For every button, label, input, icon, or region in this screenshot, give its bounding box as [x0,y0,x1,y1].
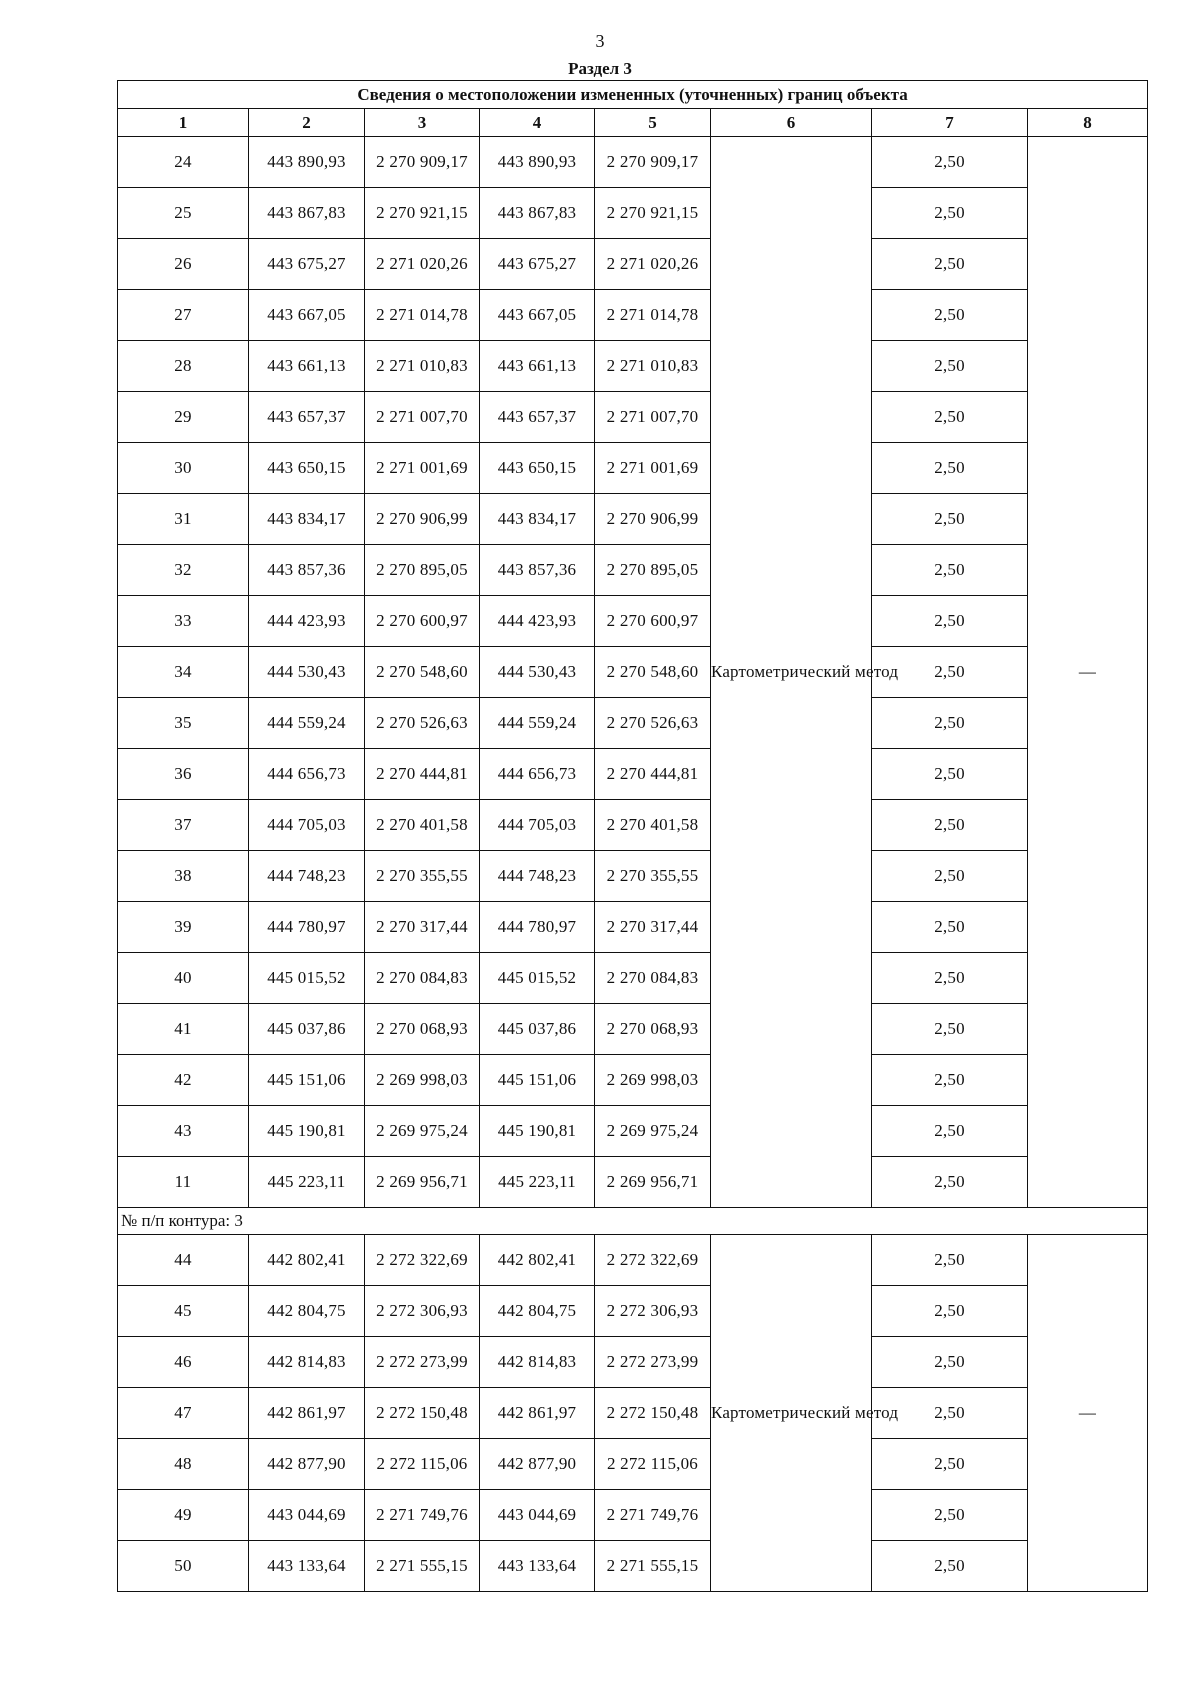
new-y-cell: 2 271 749,76 [595,1490,711,1541]
existing-x-cell: 443 657,37 [249,392,365,443]
existing-x-cell: 443 661,13 [249,341,365,392]
point-number-cell: 48 [118,1439,249,1490]
point-number-cell: 40 [118,953,249,1004]
table-caption: Сведения о местоположении измененных (уточненных) границ объекта [118,81,1148,109]
new-x-cell: 444 423,93 [480,596,595,647]
new-y-cell: 2 271 010,83 [595,341,711,392]
contour-label-row [118,1208,1148,1235]
new-x-cell: 442 802,41 [480,1235,595,1286]
new-y-cell: 2 269 975,24 [595,1106,711,1157]
new-y-cell: 2 270 444,81 [595,749,711,800]
point-number-cell: 27 [118,290,249,341]
accuracy-cell: 2,50 [872,494,1028,545]
existing-y-cell: 2 271 555,15 [365,1541,480,1592]
point-number-cell: 43 [118,1106,249,1157]
new-x-cell: 443 133,64 [480,1541,595,1592]
table-row [118,953,1148,1004]
existing-x-cell: 443 044,69 [249,1490,365,1541]
accuracy-cell: 2,50 [872,137,1028,188]
point-number-cell: 37 [118,800,249,851]
accuracy-cell: 2,50 [872,596,1028,647]
new-y-cell: 2 271 007,70 [595,392,711,443]
table-row [118,1388,1148,1439]
new-y-cell: 2 269 998,03 [595,1055,711,1106]
point-number-cell: 45 [118,1286,249,1337]
point-number-cell: 46 [118,1337,249,1388]
existing-y-cell: 2 270 317,44 [365,902,480,953]
table-row [118,1337,1148,1388]
existing-y-cell: 2 270 084,83 [365,953,480,1004]
existing-x-cell: 444 780,97 [249,902,365,953]
accuracy-cell: 2,50 [872,800,1028,851]
table-row [118,1235,1148,1286]
accuracy-cell: 2,50 [872,953,1028,1004]
table-row [118,137,1148,188]
accuracy-cell: 2,50 [872,851,1028,902]
accuracy-cell: 2,50 [872,341,1028,392]
new-y-cell: 2 272 115,06 [595,1439,711,1490]
existing-y-cell: 2 272 306,93 [365,1286,480,1337]
existing-y-cell: 2 272 273,99 [365,1337,480,1388]
existing-x-cell: 445 190,81 [249,1106,365,1157]
accuracy-cell: 2,50 [872,1388,1028,1439]
new-x-cell: 444 530,43 [480,647,595,698]
table-row [118,545,1148,596]
accuracy-cell: 2,50 [872,1286,1028,1337]
new-x-cell: 445 037,86 [480,1004,595,1055]
contour-label: № п/п контура: 3 [118,1208,1148,1235]
point-number-cell: 32 [118,545,249,596]
existing-y-cell: 2 269 998,03 [365,1055,480,1106]
point-number-cell: 29 [118,392,249,443]
new-y-cell: 2 272 322,69 [595,1235,711,1286]
column-header-3: 3 [365,109,480,137]
existing-y-cell: 2 272 322,69 [365,1235,480,1286]
new-x-cell: 442 877,90 [480,1439,595,1490]
existing-y-cell: 2 270 068,93 [365,1004,480,1055]
new-y-cell: 2 270 526,63 [595,698,711,749]
accuracy-cell: 2,50 [872,392,1028,443]
accuracy-cell: 2,50 [872,188,1028,239]
new-x-cell: 445 015,52 [480,953,595,1004]
existing-y-cell: 2 271 007,70 [365,392,480,443]
method-cell: Картометрический метод [711,137,872,1208]
existing-x-cell: 442 804,75 [249,1286,365,1337]
column-header-row [118,109,1148,137]
table-row [118,290,1148,341]
boundary-coordinates-table [117,80,1148,1592]
existing-x-cell: 444 656,73 [249,749,365,800]
existing-y-cell: 2 270 355,55 [365,851,480,902]
existing-y-cell: 2 270 909,17 [365,137,480,188]
new-y-cell: 2 270 909,17 [595,137,711,188]
new-x-cell: 444 748,23 [480,851,595,902]
table-row [118,188,1148,239]
existing-y-cell: 2 271 020,26 [365,239,480,290]
point-number-cell: 47 [118,1388,249,1439]
table-row [118,800,1148,851]
existing-x-cell: 442 802,41 [249,1235,365,1286]
point-number-cell: 25 [118,188,249,239]
accuracy-cell: 2,50 [872,647,1028,698]
new-y-cell: 2 270 084,83 [595,953,711,1004]
existing-y-cell: 2 272 115,06 [365,1439,480,1490]
existing-x-cell: 442 814,83 [249,1337,365,1388]
new-x-cell: 443 867,83 [480,188,595,239]
accuracy-cell: 2,50 [872,1106,1028,1157]
accuracy-cell: 2,50 [872,698,1028,749]
table-row [118,1004,1148,1055]
accuracy-cell: 2,50 [872,1157,1028,1208]
existing-x-cell: 444 559,24 [249,698,365,749]
table-row [118,1106,1148,1157]
existing-x-cell: 443 890,93 [249,137,365,188]
table-row [118,1490,1148,1541]
point-number-cell: 35 [118,698,249,749]
new-y-cell: 2 270 355,55 [595,851,711,902]
table-row [118,596,1148,647]
new-y-cell: 2 271 020,26 [595,239,711,290]
point-number-cell: 33 [118,596,249,647]
point-number-cell: 24 [118,137,249,188]
existing-x-cell: 443 133,64 [249,1541,365,1592]
accuracy-cell: 2,50 [872,1490,1028,1541]
new-x-cell: 444 559,24 [480,698,595,749]
accuracy-cell: 2,50 [872,545,1028,596]
new-x-cell: 444 656,73 [480,749,595,800]
new-y-cell: 2 270 548,60 [595,647,711,698]
point-number-cell: 36 [118,749,249,800]
table-row [118,341,1148,392]
point-number-cell: 49 [118,1490,249,1541]
existing-y-cell: 2 271 001,69 [365,443,480,494]
point-number-cell: 34 [118,647,249,698]
new-x-cell: 445 223,11 [480,1157,595,1208]
new-y-cell: 2 269 956,71 [595,1157,711,1208]
new-y-cell: 2 272 306,93 [595,1286,711,1337]
new-y-cell: 2 270 401,58 [595,800,711,851]
new-y-cell: 2 272 273,99 [595,1337,711,1388]
existing-y-cell: 2 271 749,76 [365,1490,480,1541]
column-header-4: 4 [480,109,595,137]
new-x-cell: 443 890,93 [480,137,595,188]
existing-x-cell: 444 748,23 [249,851,365,902]
existing-y-cell: 2 271 010,83 [365,341,480,392]
existing-x-cell: 444 423,93 [249,596,365,647]
accuracy-cell: 2,50 [872,290,1028,341]
point-number-cell: 28 [118,341,249,392]
new-y-cell: 2 270 921,15 [595,188,711,239]
accuracy-cell: 2,50 [872,443,1028,494]
point-number-cell: 50 [118,1541,249,1592]
new-x-cell: 443 675,27 [480,239,595,290]
new-x-cell: 444 780,97 [480,902,595,953]
table-row [118,1286,1148,1337]
table-row [118,1157,1148,1208]
existing-x-cell: 443 667,05 [249,290,365,341]
accuracy-cell: 2,50 [872,902,1028,953]
table-row [118,1541,1148,1592]
accuracy-cell: 2,50 [872,1235,1028,1286]
table-row [118,392,1148,443]
new-x-cell: 442 814,83 [480,1337,595,1388]
new-x-cell: 443 650,15 [480,443,595,494]
existing-y-cell: 2 270 526,63 [365,698,480,749]
accuracy-cell: 2,50 [872,1541,1028,1592]
page-number: 3 [595,31,605,51]
table-row [118,647,1148,698]
existing-x-cell: 445 037,86 [249,1004,365,1055]
new-y-cell: 2 270 068,93 [595,1004,711,1055]
table-row [118,239,1148,290]
column-header-8: 8 [1028,109,1148,137]
table-row [118,1439,1148,1490]
new-x-cell: 444 705,03 [480,800,595,851]
existing-x-cell: 443 857,36 [249,545,365,596]
point-number-cell: 38 [118,851,249,902]
accuracy-cell: 2,50 [872,749,1028,800]
new-y-cell: 2 271 555,15 [595,1541,711,1592]
existing-x-cell: 443 650,15 [249,443,365,494]
existing-y-cell: 2 270 444,81 [365,749,480,800]
section-title: Раздел 3 [568,59,632,78]
new-x-cell: 443 657,37 [480,392,595,443]
point-number-cell: 41 [118,1004,249,1055]
new-x-cell: 445 190,81 [480,1106,595,1157]
existing-x-cell: 442 861,97 [249,1388,365,1439]
new-y-cell: 2 272 150,48 [595,1388,711,1439]
note-cell: — [1028,1235,1148,1592]
accuracy-cell: 2,50 [872,1337,1028,1388]
table-row [118,443,1148,494]
accuracy-cell: 2,50 [872,239,1028,290]
point-number-cell: 39 [118,902,249,953]
existing-y-cell: 2 270 548,60 [365,647,480,698]
point-number-cell: 31 [118,494,249,545]
point-number-cell: 26 [118,239,249,290]
point-number-cell: 11 [118,1157,249,1208]
new-y-cell: 2 271 001,69 [595,443,711,494]
existing-x-cell: 443 867,83 [249,188,365,239]
existing-y-cell: 2 271 014,78 [365,290,480,341]
existing-x-cell: 443 675,27 [249,239,365,290]
accuracy-cell: 2,50 [872,1004,1028,1055]
new-x-cell: 443 661,13 [480,341,595,392]
existing-y-cell: 2 272 150,48 [365,1388,480,1439]
point-number-cell: 44 [118,1235,249,1286]
existing-y-cell: 2 270 906,99 [365,494,480,545]
existing-x-cell: 445 223,11 [249,1157,365,1208]
existing-x-cell: 443 834,17 [249,494,365,545]
table-row [118,698,1148,749]
existing-y-cell: 2 269 975,24 [365,1106,480,1157]
new-x-cell: 445 151,06 [480,1055,595,1106]
column-header-7: 7 [872,109,1028,137]
existing-x-cell: 445 151,06 [249,1055,365,1106]
table-body [118,137,1148,1592]
existing-x-cell: 442 877,90 [249,1439,365,1490]
table-row [118,902,1148,953]
new-y-cell: 2 270 600,97 [595,596,711,647]
table-row [118,749,1148,800]
column-header-2: 2 [249,109,365,137]
existing-x-cell: 444 530,43 [249,647,365,698]
new-x-cell: 442 804,75 [480,1286,595,1337]
existing-y-cell: 2 269 956,71 [365,1157,480,1208]
table-row [118,851,1148,902]
accuracy-cell: 2,50 [872,1055,1028,1106]
existing-y-cell: 2 270 895,05 [365,545,480,596]
column-header-5: 5 [595,109,711,137]
new-y-cell: 2 271 014,78 [595,290,711,341]
new-x-cell: 443 667,05 [480,290,595,341]
column-header-1: 1 [118,109,249,137]
new-x-cell: 443 044,69 [480,1490,595,1541]
table-row [118,494,1148,545]
accuracy-cell: 2,50 [872,1439,1028,1490]
new-x-cell: 443 834,17 [480,494,595,545]
table-row [118,1055,1148,1106]
note-cell: — [1028,137,1148,1208]
new-x-cell: 442 861,97 [480,1388,595,1439]
column-header-6: 6 [711,109,872,137]
existing-x-cell: 444 705,03 [249,800,365,851]
new-y-cell: 2 270 895,05 [595,545,711,596]
new-y-cell: 2 270 317,44 [595,902,711,953]
new-y-cell: 2 270 906,99 [595,494,711,545]
existing-y-cell: 2 270 921,15 [365,188,480,239]
existing-y-cell: 2 270 600,97 [365,596,480,647]
new-x-cell: 443 857,36 [480,545,595,596]
point-number-cell: 30 [118,443,249,494]
existing-x-cell: 445 015,52 [249,953,365,1004]
method-cell: Картометрический метод [711,1235,872,1592]
point-number-cell: 42 [118,1055,249,1106]
existing-y-cell: 2 270 401,58 [365,800,480,851]
